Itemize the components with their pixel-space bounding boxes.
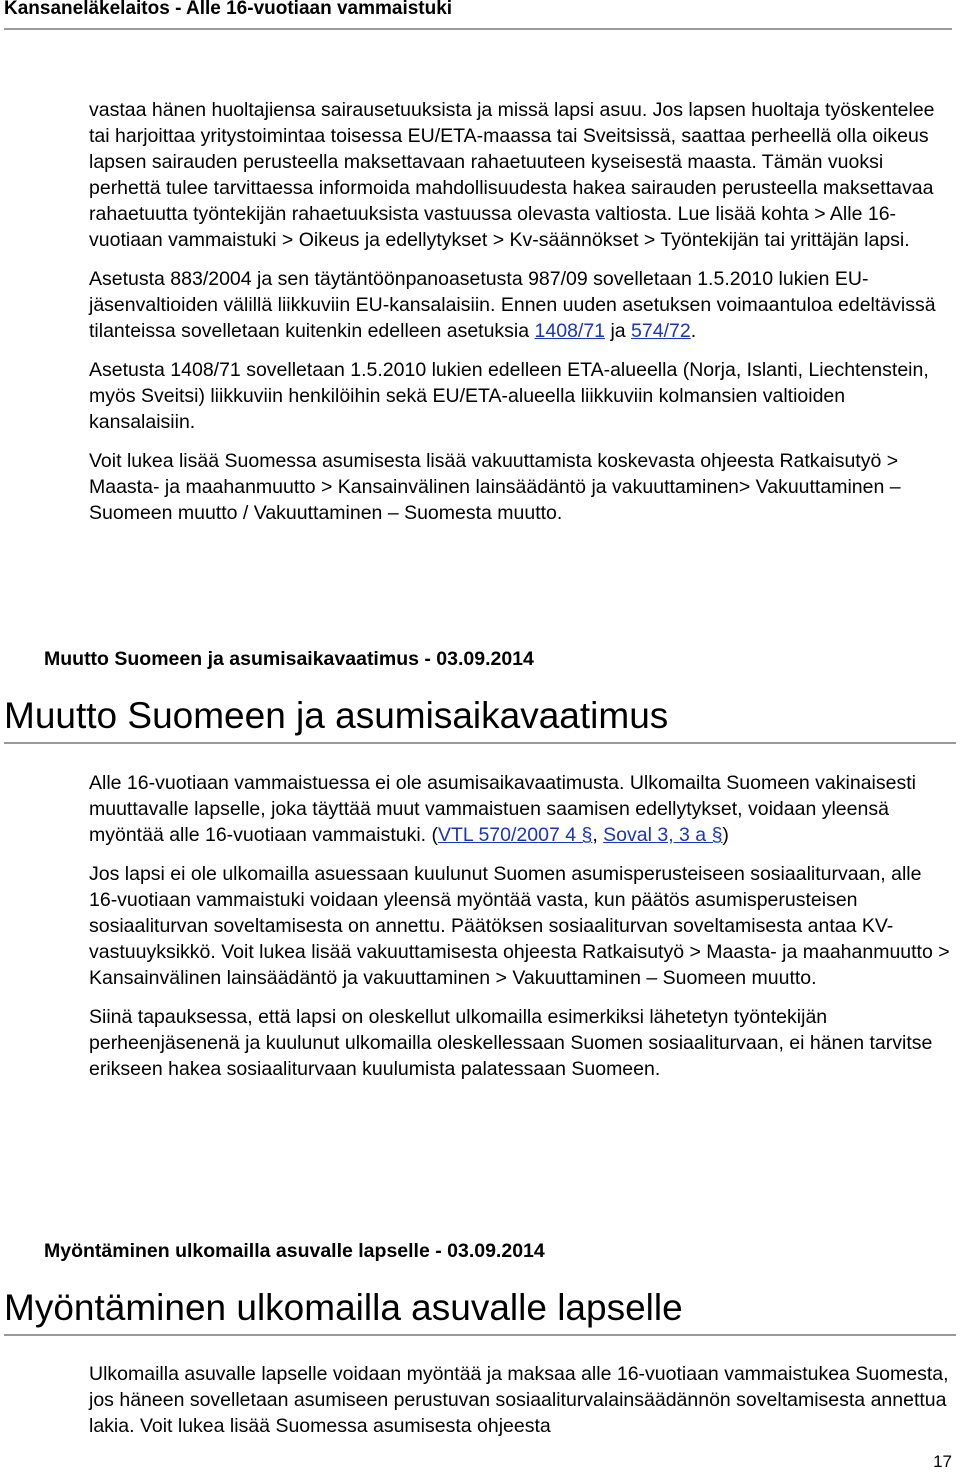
- paragraph: vastaa hänen huoltajiensa sairausetuuksista ja missä lapsi asuu. Jos lapsen huoltaja työskentelee tai harjoittaa yritystoimintaa toisessa EU/ETA-maassa tai Sveitsissä, saattaa perheellä olla oikeus lapsen sairauden perusteella maksettavaan rahaetuuteen kyseisestä maasta. Tämän vuoksi perhettä tulee tarvittaessa informoida mahdollisuudesta hakea sairauden perusteella maksettavaa rahaetuutta työntekijän rahaetuuksista vastuussa olevasta valtiosta. Lue lisää kohta > Alle 16-vuotiaan vammaistuki > Oikeus ja edellytykset > Kv-säännökset > Työntekijän tai yrittäjän lapsi.: [89, 99, 935, 251]
- section-heading: Myöntäminen ulkomailla asuvalle lapselle: [4, 1286, 956, 1336]
- paragraph: Voit lukea lisää Suomessa asumisesta lisää vakuuttamista koskevasta ohjeesta Ratkaisutyö > Maasta- ja maahanmuutto > Kansainvälinen lainsäädäntö ja vakuuttaminen> Vakuuttaminen – Suomeen muutto / Vakuuttaminen – Suomesta muutto.: [89, 450, 901, 524]
- section-subheading: Myöntäminen ulkomailla asuvalle lapselle - 03.09.2014: [44, 1240, 545, 1262]
- block1-body: [89, 97, 950, 539]
- reference-link[interactable]: Soval 3, 3 a §: [603, 824, 723, 846]
- paragraph: Jos lapsi ei ole ulkomailla asuessaan kuulunut Suomen asumisperusteiseen sosiaaliturvaan, alle 16-vuotiaan vammaistuki voidaan yleensä myöntää vasta, kun päätös asumisperusteisen sosiaaliturvan soveltamisesta on annettu. Päätöksen sosiaaliturvan soveltamisesta antaa KV-vastuuyksikkö. Voit lukea lisää vakuuttamisesta ohjeesta Ratkaisutyö > Maasta- ja maahanmuutto > Kansainvälinen lainsäädäntö ja vakuuttaminen > Vakuuttaminen – Suomeen muutto.: [89, 863, 950, 989]
- page-number: 17: [933, 1452, 952, 1471]
- reference-link[interactable]: 1408/71: [534, 320, 606, 342]
- reference-link[interactable]: VTL 570/2007 4 §: [438, 824, 593, 846]
- paragraph: Siinä tapauksessa, että lapsi on oleskellut ulkomailla esimerkiksi lähetetyn työntekijän perheenjäsenenä ja kuulunut ulkomailla oleskellessaan Suomen sosiaaliturvaan, ei hänen tarvitse erikseen hakea sosiaaliturvaan kuulumista palatessaan Suomeen.: [89, 1006, 933, 1080]
- section-heading: Muutto Suomeen ja asumisaikavaatimus: [4, 694, 956, 744]
- section3-body: [89, 1361, 950, 1452]
- reference-link[interactable]: 574/72: [631, 320, 691, 342]
- paragraph: Asetusta 883/2004 ja sen täytäntöönpanoasetusta 987/09 sovelletaan 1.5.2010 lukien EU-jäsenvaltioiden välillä liikkuviin EU-kansalaisiin. Ennen uuden asetuksen voimaantuloa edeltävissä tilanteissa sovelletaan kuitenkin edelleen asetuksia 1408/71 ja 574/72.: [89, 268, 936, 342]
- paragraph: Alle 16-vuotiaan vammaistuessa ei ole asumisaikavaatimusta. Ulkomailta Suomeen vakinaisesti muuttavalle lapselle, joka täyttää muut vammaistuen saamisen edellytykset, voidaan yleensä myöntää alle 16-vuotiaan vammaistuki. (VTL 570/2007 4 §, Soval 3, 3 a §): [89, 772, 916, 846]
- document-header: [4, 0, 952, 30]
- paragraph: Asetusta 1408/71 sovelletaan 1.5.2010 lukien edelleen ETA-alueella (Norja, Islanti, Liechtenstein, myös Sveitsi) liikkuviin henkilöihin sekä EU/ETA-alueella liikkuviin kolmansien valtioiden kansalaisiin.: [89, 359, 929, 433]
- paragraph: Ulkomailla asuvalle lapselle voidaan myöntää ja maksaa alle 16-vuotiaan vammaistukea Suomesta, jos häneen sovelletaan asumiseen perustuvan sosiaaliturvalainsäädännön soveltamisesta annettua lakia. Voit lukea lisää Suomessa asumisesta ohjeesta: [89, 1363, 949, 1437]
- section-subheading: Muutto Suomeen ja asumisaikavaatimus - 03.09.2014: [44, 648, 534, 670]
- document-title: Kansaneläkelaitos - Alle 16-vuotiaan vammaistuki: [4, 0, 453, 19]
- section2-body: [89, 770, 950, 1095]
